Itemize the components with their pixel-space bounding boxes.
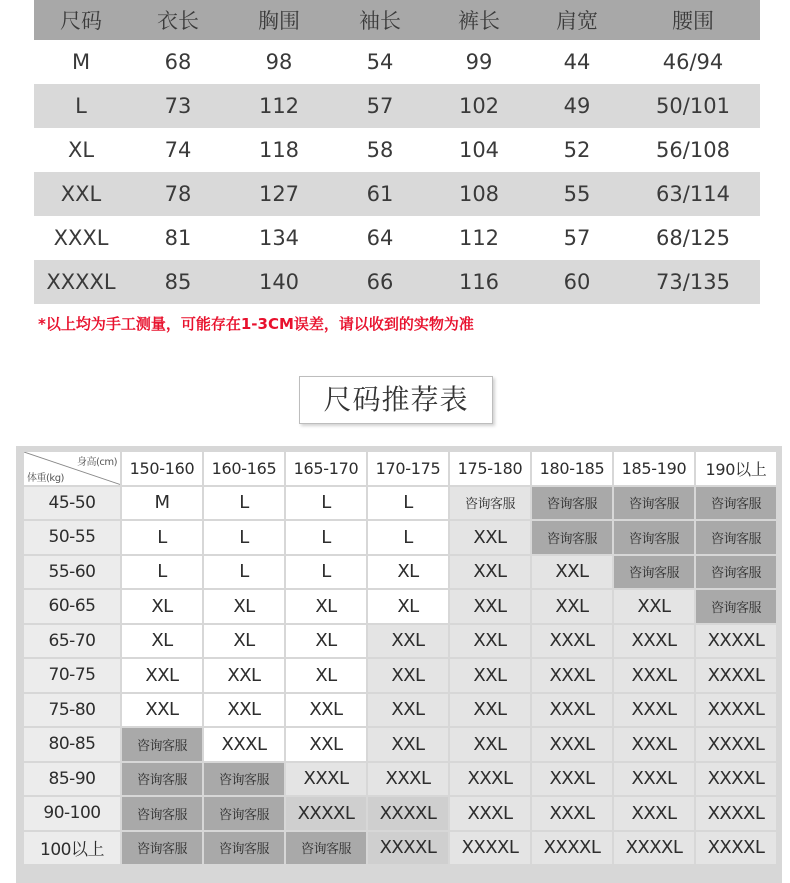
recommend-size-cell: XL xyxy=(204,590,284,623)
size-value-cell: 60 xyxy=(528,260,626,304)
size-value-cell: 63/114 xyxy=(626,172,760,216)
size-value-cell: 49 xyxy=(528,84,626,128)
recommend-size-cell: XXL xyxy=(204,694,284,727)
weight-range-cell: 75-80 xyxy=(24,694,120,727)
recommend-size-cell: XXXL xyxy=(532,625,612,658)
size-value-cell: 127 xyxy=(228,172,330,216)
recommend-size-cell: XXXL xyxy=(532,797,612,830)
weight-range-cell: 90-100 xyxy=(24,797,120,830)
weight-range-cell: 60-65 xyxy=(24,590,120,623)
size-value-cell: 52 xyxy=(563,138,591,162)
weight-range-cell: 45-50 xyxy=(24,487,120,520)
size-value-cell: 98 xyxy=(265,50,293,74)
recommend-size-cell: 咨询客服 xyxy=(614,487,694,520)
recommend-size-cell: XXL xyxy=(286,694,366,727)
height-range-header: 180-185 xyxy=(532,452,612,485)
recommend-size-cell: XXXXL xyxy=(696,659,776,692)
size-column-header: 尺码 xyxy=(34,0,128,40)
recommend-size-cell: 咨询客服 xyxy=(204,797,284,830)
recommend-size-cell: XXXXL xyxy=(696,625,776,658)
recommend-size-cell: XXL xyxy=(368,694,448,727)
recommend-size-cell: 咨询客服 xyxy=(286,832,366,865)
size-recommend-table xyxy=(22,450,778,866)
recommend-row xyxy=(24,487,776,520)
size-value-cell: 44 xyxy=(563,50,591,74)
size-column-header: 胸围 xyxy=(228,0,330,40)
size-value-cell: 54 xyxy=(366,50,394,74)
weight-axis-label: 体重(kg) xyxy=(27,472,64,484)
size-value-cell: 56/108 xyxy=(656,138,730,162)
recommend-row xyxy=(24,590,776,623)
recommend-size-cell: XXL xyxy=(450,694,530,727)
recommend-size-cell: L xyxy=(286,521,366,554)
recommend-size-cell: XXL xyxy=(368,659,448,692)
height-range-header: 150-160 xyxy=(122,452,202,485)
size-value-cell: 118 xyxy=(258,138,300,162)
recommend-size-cell: L xyxy=(122,521,202,554)
size-value-cell: 85 xyxy=(128,260,228,304)
recommend-size-cell: XXXXL xyxy=(614,832,694,865)
recommend-size-cell: XXXL xyxy=(204,728,284,761)
recommend-size-cell: XL xyxy=(368,556,448,589)
corner-header-cell xyxy=(24,452,120,485)
recommend-size-cell: 咨询客服 xyxy=(696,590,776,623)
recommend-row xyxy=(24,521,776,554)
size-value-cell: 57 xyxy=(330,84,430,128)
recommend-size-cell: L xyxy=(368,521,448,554)
size-value-cell: 50/101 xyxy=(626,84,760,128)
recommend-size-cell: L xyxy=(368,487,448,520)
height-range-header: 165-170 xyxy=(286,452,366,485)
recommend-title: 尺码推荐表 xyxy=(299,376,493,424)
recommend-size-cell: 咨询客服 xyxy=(122,797,202,830)
size-value-cell: 68/125 xyxy=(656,226,730,250)
recommend-size-cell: XXL xyxy=(450,659,530,692)
recommend-size-cell: XXL xyxy=(368,625,448,658)
recommend-size-cell: XXL xyxy=(532,590,612,623)
recommend-row xyxy=(24,625,776,658)
recommend-size-cell: XL xyxy=(122,590,202,623)
size-value-cell: 112 xyxy=(458,226,500,250)
recommend-row xyxy=(24,797,776,830)
weight-range-cell: 85-90 xyxy=(24,763,120,796)
size-value-cell: 81 xyxy=(164,226,192,250)
size-value-cell: 58 xyxy=(366,138,394,162)
recommend-size-cell: XXXL xyxy=(614,728,694,761)
recommend-row xyxy=(24,556,776,589)
recommend-row xyxy=(24,763,776,796)
recommend-size-cell: XXL xyxy=(450,590,530,623)
height-range-header: 175-180 xyxy=(450,452,530,485)
weight-range-cell: 100以上 xyxy=(24,832,120,865)
recommend-size-cell: XXXXL xyxy=(696,797,776,830)
recommend-size-cell: XXL xyxy=(450,625,530,658)
weight-range-cell: 50-55 xyxy=(24,521,120,554)
size-value-cell: 102 xyxy=(430,84,528,128)
size-value-cell: 68 xyxy=(164,50,192,74)
size-label-cell: XXXL xyxy=(53,226,109,250)
recommend-size-cell: XXL xyxy=(286,728,366,761)
recommend-size-cell: XXXL xyxy=(450,763,530,796)
size-row xyxy=(34,260,760,304)
recommend-size-cell: 咨询客服 xyxy=(696,487,776,520)
recommend-size-cell: 咨询客服 xyxy=(696,521,776,554)
size-value-cell: 116 xyxy=(430,260,528,304)
recommend-size-cell: XXL xyxy=(450,728,530,761)
size-column-header: 腰围 xyxy=(626,0,760,40)
height-axis-label: 身高(cm) xyxy=(76,457,117,468)
size-row xyxy=(34,40,760,84)
height-range-header: 185-190 xyxy=(614,452,694,485)
measurement-note: *以上均为手工测量，可能存在1-3CM误差，请以收到的实物为准 xyxy=(38,315,474,333)
size-value-cell: 99 xyxy=(465,50,493,74)
recommend-size-cell: XXL xyxy=(122,659,202,692)
recommend-size-cell: L xyxy=(122,556,202,589)
size-row xyxy=(34,84,760,128)
size-label-cell: L xyxy=(34,84,128,128)
recommend-size-cell: XXL xyxy=(532,556,612,589)
size-value-cell: 112 xyxy=(228,84,330,128)
recommend-size-cell: XL xyxy=(368,590,448,623)
recommend-size-cell: XXXL xyxy=(614,625,694,658)
size-row xyxy=(34,128,760,172)
recommend-size-cell: XXXXL xyxy=(532,832,612,865)
recommend-size-cell: XXXL xyxy=(450,797,530,830)
size-value-cell: 57 xyxy=(563,226,591,250)
size-column-header: 裤长 xyxy=(430,0,528,40)
recommend-size-cell: XXXL xyxy=(532,694,612,727)
size-value-cell: 74 xyxy=(164,138,192,162)
recommend-size-cell: XL xyxy=(286,590,366,623)
recommend-size-cell: XL xyxy=(122,625,202,658)
size-value-cell: 46/94 xyxy=(662,50,724,74)
recommend-size-cell: XXXXL xyxy=(368,797,448,830)
recommend-size-cell: M xyxy=(122,487,202,520)
size-value-cell: 108 xyxy=(430,172,528,216)
recommend-size-cell: XXXXL xyxy=(696,832,776,865)
height-range-header: 190以上 xyxy=(696,452,776,485)
recommend-size-cell: 咨询客服 xyxy=(696,556,776,589)
size-column-header: 衣长 xyxy=(128,0,228,40)
height-range-header: 160-165 xyxy=(204,452,284,485)
recommend-size-cell: L xyxy=(204,487,284,520)
recommend-size-cell: XXXL xyxy=(614,659,694,692)
recommend-size-cell: 咨询客服 xyxy=(614,556,694,589)
recommend-size-cell: XXXXL xyxy=(368,832,448,865)
recommend-size-cell: XXL xyxy=(450,521,530,554)
size-label-cell: XL xyxy=(67,138,95,162)
height-range-header: 170-175 xyxy=(368,452,448,485)
size-value-cell: 64 xyxy=(366,226,394,250)
size-column-header: 袖长 xyxy=(330,0,430,40)
recommend-size-cell: XXXL xyxy=(532,763,612,796)
size-row xyxy=(34,172,760,216)
recommend-size-cell: L xyxy=(286,556,366,589)
recommend-size-cell: L xyxy=(286,487,366,520)
recommend-header-row xyxy=(24,452,776,485)
size-value-cell: 55 xyxy=(528,172,626,216)
size-label-cell: XXL xyxy=(34,172,128,216)
recommend-size-cell: XXL xyxy=(368,728,448,761)
recommend-size-cell: XXL xyxy=(614,590,694,623)
recommend-size-cell: XL xyxy=(204,625,284,658)
recommend-size-cell: XXL xyxy=(204,659,284,692)
size-row xyxy=(34,216,760,260)
recommend-size-cell: 咨询客服 xyxy=(614,521,694,554)
weight-range-cell: 80-85 xyxy=(24,728,120,761)
recommend-size-cell: 咨询客服 xyxy=(122,763,202,796)
size-column-header: 肩宽 xyxy=(528,0,626,40)
recommend-size-cell: 咨询客服 xyxy=(450,487,530,520)
recommend-size-cell: XXXL xyxy=(614,763,694,796)
recommend-size-cell: 咨询客服 xyxy=(204,832,284,865)
recommend-size-cell: 咨询客服 xyxy=(532,487,612,520)
recommend-row xyxy=(24,694,776,727)
recommend-row xyxy=(24,832,776,865)
recommend-size-cell: XXXXL xyxy=(286,797,366,830)
recommend-size-cell: 咨询客服 xyxy=(204,763,284,796)
size-value-cell: 104 xyxy=(458,138,500,162)
size-chart-table xyxy=(34,0,760,304)
recommend-size-cell: XL xyxy=(286,625,366,658)
recommend-size-cell: XXXXL xyxy=(696,763,776,796)
recommend-size-cell: XXL xyxy=(122,694,202,727)
recommend-row xyxy=(24,728,776,761)
recommend-size-cell: XL xyxy=(286,659,366,692)
recommend-size-cell: L xyxy=(204,521,284,554)
recommend-row xyxy=(24,659,776,692)
size-value-cell: 66 xyxy=(330,260,430,304)
size-value-cell: 73/135 xyxy=(626,260,760,304)
size-label-cell: M xyxy=(71,50,91,74)
recommend-size-cell: XXXXL xyxy=(696,728,776,761)
weight-range-cell: 55-60 xyxy=(24,556,120,589)
size-recommend-grid xyxy=(16,446,782,883)
size-value-cell: 61 xyxy=(330,172,430,216)
recommend-size-cell: XXXL xyxy=(532,659,612,692)
weight-range-cell: 70-75 xyxy=(24,659,120,692)
recommend-size-cell: XXXXL xyxy=(696,694,776,727)
recommend-size-cell: XXXL xyxy=(614,797,694,830)
recommend-size-cell: 咨询客服 xyxy=(122,728,202,761)
size-value-cell: 140 xyxy=(228,260,330,304)
size-value-cell: 73 xyxy=(128,84,228,128)
recommend-size-cell: L xyxy=(204,556,284,589)
recommend-size-cell: XXXL xyxy=(286,763,366,796)
size-label-cell: XXXXL xyxy=(34,260,128,304)
size-value-cell: 78 xyxy=(128,172,228,216)
recommend-size-cell: XXXL xyxy=(368,763,448,796)
recommend-size-cell: XXL xyxy=(450,556,530,589)
size-header-row xyxy=(34,0,760,40)
recommend-size-cell: XXXXL xyxy=(450,832,530,865)
recommend-size-cell: 咨询客服 xyxy=(122,832,202,865)
recommend-size-cell: 咨询客服 xyxy=(532,521,612,554)
recommend-size-cell: XXXL xyxy=(614,694,694,727)
weight-range-cell: 65-70 xyxy=(24,625,120,658)
recommend-size-cell: XXXL xyxy=(532,728,612,761)
size-value-cell: 134 xyxy=(258,226,300,250)
